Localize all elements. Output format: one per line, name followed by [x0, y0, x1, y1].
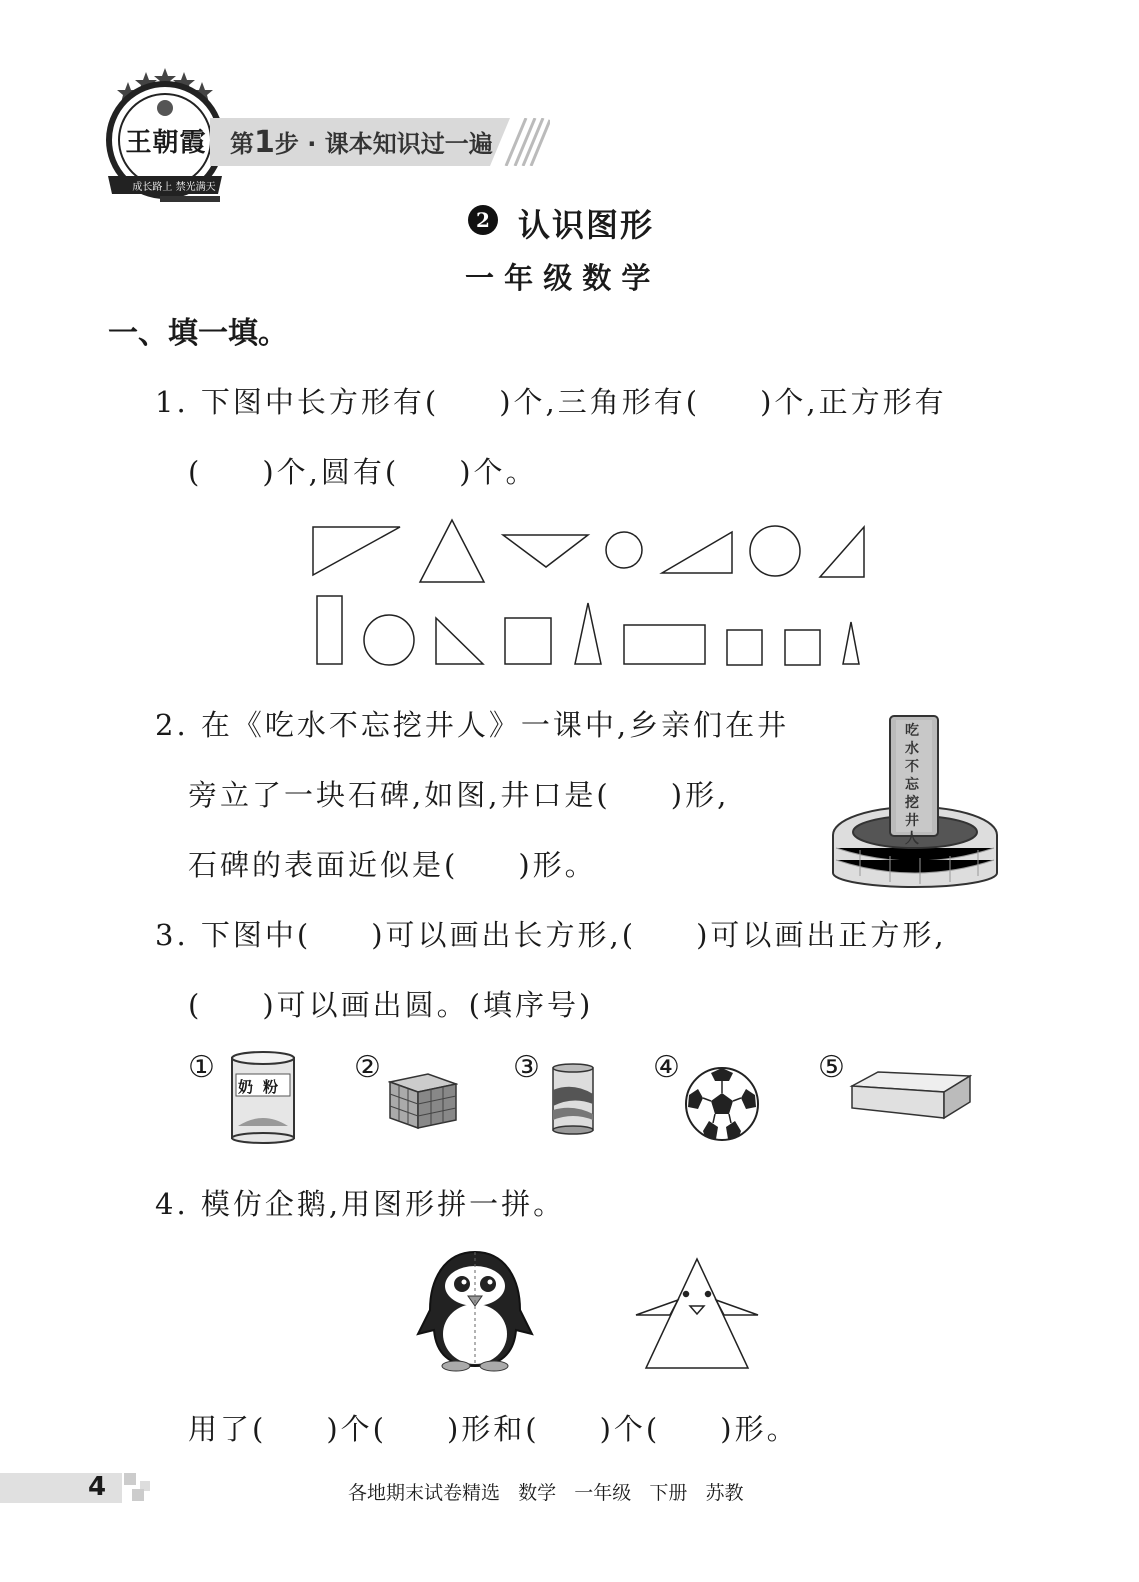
- drink-can-image: [550, 1060, 596, 1136]
- milk-can-image: [228, 1050, 298, 1144]
- shape-circle: [606, 532, 642, 568]
- item-number-3: ③: [513, 1050, 540, 1085]
- item-number-5: ⑤: [818, 1050, 845, 1085]
- q4-line1: 4. 模仿企鹅,用图形拼一拼。: [155, 1187, 566, 1221]
- box-image: [848, 1068, 972, 1122]
- stele-inscription: 吃水不忘挖井人: [905, 723, 919, 847]
- q1-line1: 1. 下图中长方形有( )个,三角形有( )个,正方形有: [155, 385, 947, 419]
- section-heading: 一、填一填。: [108, 316, 288, 351]
- q1-shapes-figure: [300, 515, 880, 675]
- shape-triangle: [420, 520, 484, 582]
- shape-square: [727, 630, 762, 665]
- q3-line2: ( )可以画出圆。(填序号): [188, 988, 594, 1022]
- shape-circle: [364, 615, 414, 665]
- logo-motto: 成长路上 禁光满天: [132, 182, 216, 193]
- shape-square: [785, 630, 820, 665]
- q1-line2: ( )个,圆有( )个。: [188, 455, 538, 489]
- item-number-1: ①: [188, 1050, 215, 1085]
- shape-triangle: [575, 603, 601, 664]
- page-subtitle: 一 年 级 数 学: [465, 261, 651, 295]
- penguin-image: [416, 1250, 534, 1372]
- q3-line1: 3. 下图中( )可以画出长方形,( )可以画出正方形,: [155, 918, 947, 952]
- shape-triangle: [843, 622, 859, 664]
- shape-triangle: [503, 535, 588, 567]
- page-number: 4: [88, 1472, 107, 1502]
- page-title: 认识图形: [518, 206, 655, 244]
- q2-line1: 2. 在《吃水不忘挖井人》一课中,乡亲们在井: [155, 708, 790, 742]
- shape-triangle: [313, 527, 400, 575]
- lesson-number-badge: 2: [468, 205, 498, 235]
- q2-line2: 旁立了一块石碑,如图,井口是( )形,: [188, 778, 730, 812]
- shape-circle: [750, 526, 800, 576]
- item-number-2: ②: [354, 1050, 381, 1085]
- book-info: 各地期末试卷精选 数学 一年级 下册 苏教: [348, 1482, 744, 1504]
- footer-decoration: [124, 1473, 154, 1503]
- q4-answer-line: 用了( )个( )形和( )个( )形。: [188, 1412, 799, 1446]
- q2-line3: 石碑的表面近似是( )形。: [188, 848, 597, 882]
- football-image: [683, 1065, 761, 1143]
- shape-square: [505, 618, 551, 664]
- shape-triangle: [662, 532, 732, 573]
- shape-triangle: [820, 527, 864, 577]
- milk-can-label: 奶粉: [238, 1078, 289, 1096]
- cube-image: [388, 1066, 458, 1130]
- shape-triangle: [436, 618, 483, 664]
- triangle-penguin-figure: [632, 1256, 762, 1372]
- shape-rectangle: [624, 625, 705, 664]
- logo-name: 王朝霞: [125, 128, 207, 158]
- item-number-4: ④: [653, 1050, 680, 1085]
- step-banner-text: 第1步 · 课本知识过一遍: [230, 125, 493, 160]
- shape-rectangle: [317, 596, 342, 664]
